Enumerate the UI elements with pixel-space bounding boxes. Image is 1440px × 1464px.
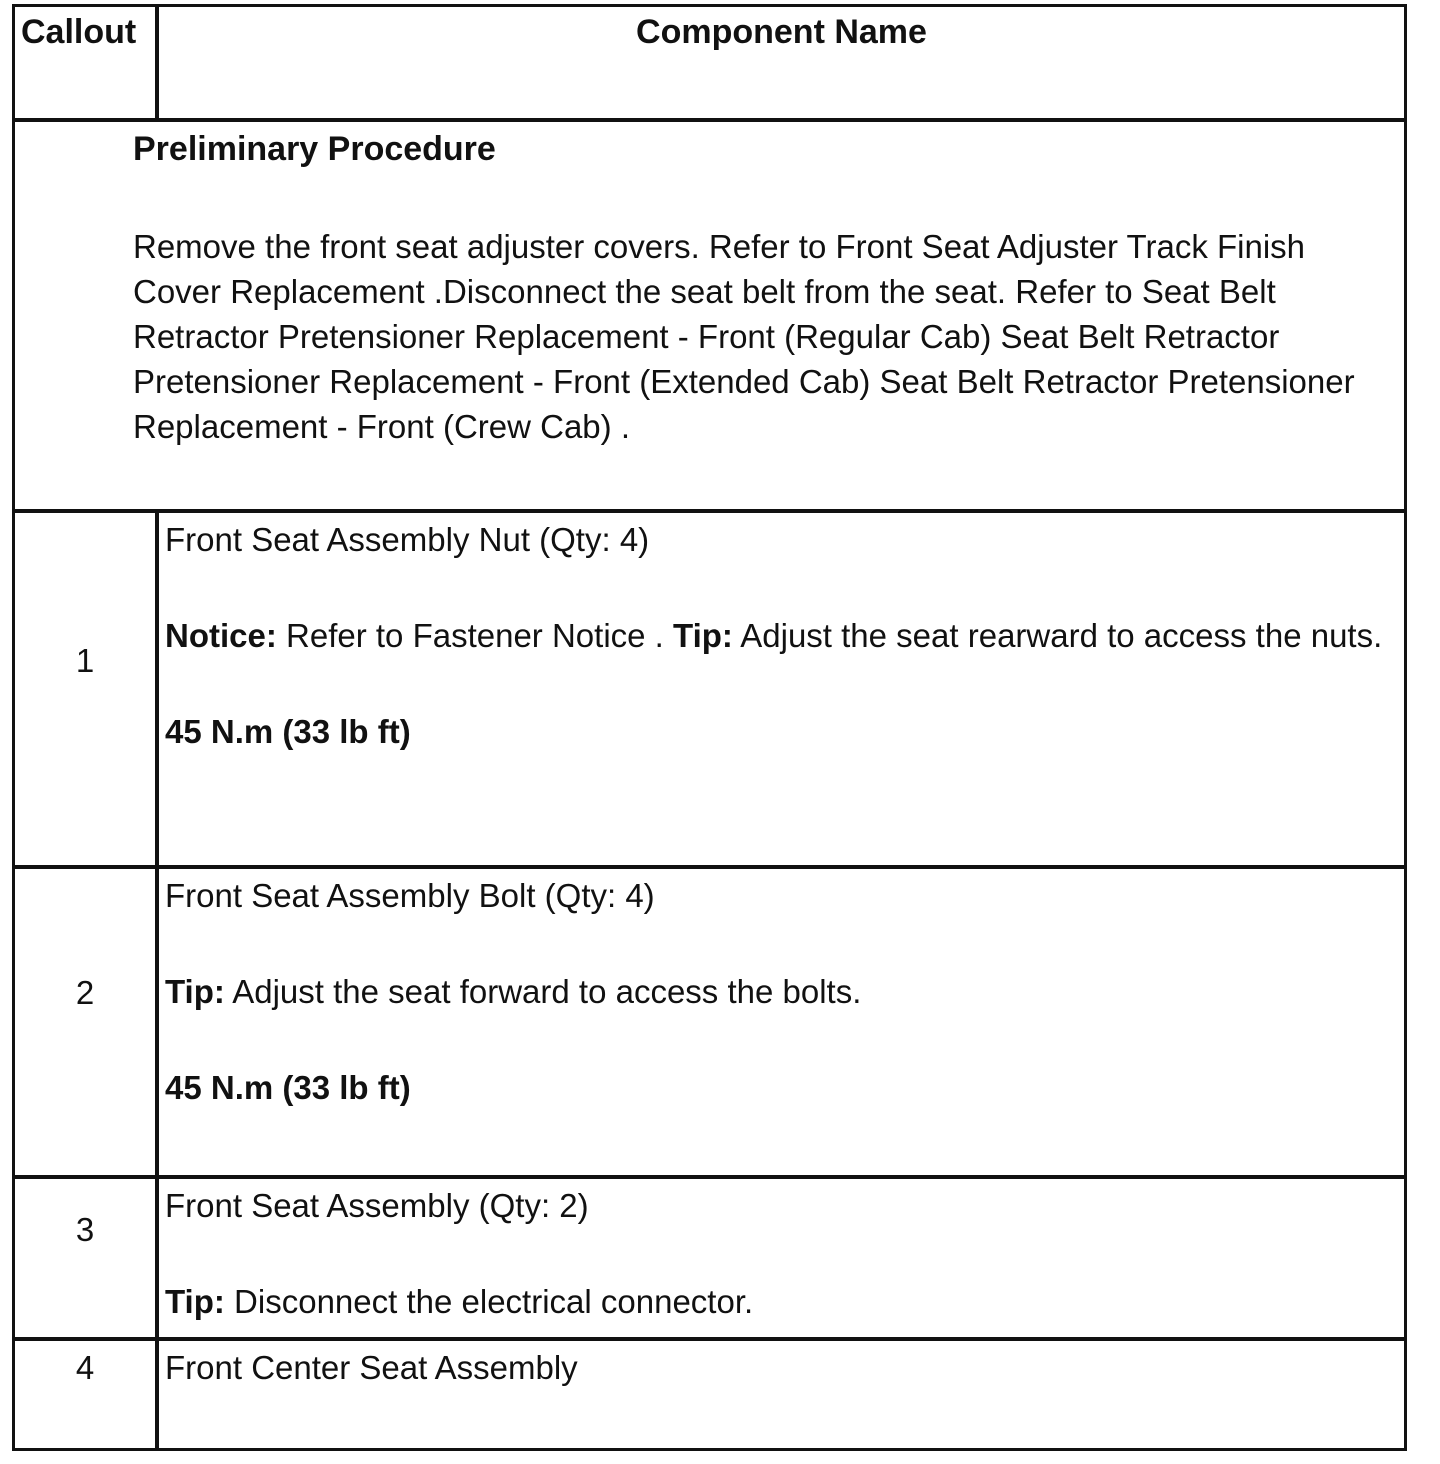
tip-text: Adjust the seat forward to access the bolts. [224,973,862,1010]
component-name: Front Seat Assembly (Qty: 2) [165,1187,589,1224]
component-cell [165,873,1398,1111]
tip-label: Tip: [673,617,733,654]
tip-text: Disconnect the electrical connector. [224,1283,754,1320]
row-2-divider [15,1175,1404,1179]
notice-text: Refer to Fastener Notice . [276,617,674,654]
row-4-column-divider [155,1341,159,1451]
row-3-divider [15,1337,1404,1341]
component-notes [165,1279,1398,1325]
torque-spec: 45 N.m (33 lb ft) [165,713,411,750]
tip-label: Tip: [165,1283,225,1320]
notice-label: Notice: [165,617,277,654]
row-2-column-divider [155,869,159,1175]
row-3-column-divider [155,1179,159,1337]
row-1-column-divider [155,513,159,865]
preliminary-divider [15,509,1404,513]
preliminary-procedure-title: Preliminary Procedure [133,130,496,168]
component-name: Front Center Seat Assembly [165,1349,578,1386]
header-column-divider [155,7,159,118]
component-name: Front Seat Assembly Nut (Qty: 4) [165,521,650,558]
component-cell [165,1183,1398,1325]
component-name: Front Seat Assembly Bolt (Qty: 4) [165,877,655,914]
tip-label: Tip: [165,973,225,1010]
header-divider [15,118,1404,122]
torque-spec: 45 N.m (33 lb ft) [165,1069,411,1106]
callout-column-header: Callout [21,13,137,51]
callout-number: 3 [75,1211,95,1248]
component-cell [165,517,1398,755]
component-name-column-header: Component Name [636,13,927,51]
preliminary-procedure-text: Remove the front seat adjuster covers. Refer to Front Seat Adjuster Track Finish Cover Replacement .Disconnect the seat belt from the seat. Refer to Seat Belt Retractor Pretensioner Replacement - Front (Regular Cab) Seat Belt Retractor Pretensioner Replacement - Front (Extended Cab) Seat Belt Retractor Pretensioner Replacement - Front (Crew Cab) . [133,228,1355,445]
row-1-divider [15,865,1404,869]
callout-number: 4 [75,1349,95,1386]
component-cell [165,1345,1398,1391]
callout-number: 2 [75,974,95,1011]
procedure-table [12,4,1407,1451]
callout-number: 1 [75,642,95,679]
preliminary-procedure [133,127,1384,449]
tip-text: Adjust the seat rearward to access the nuts. [732,617,1383,654]
component-notes [165,613,1398,659]
component-notes [165,969,1398,1015]
